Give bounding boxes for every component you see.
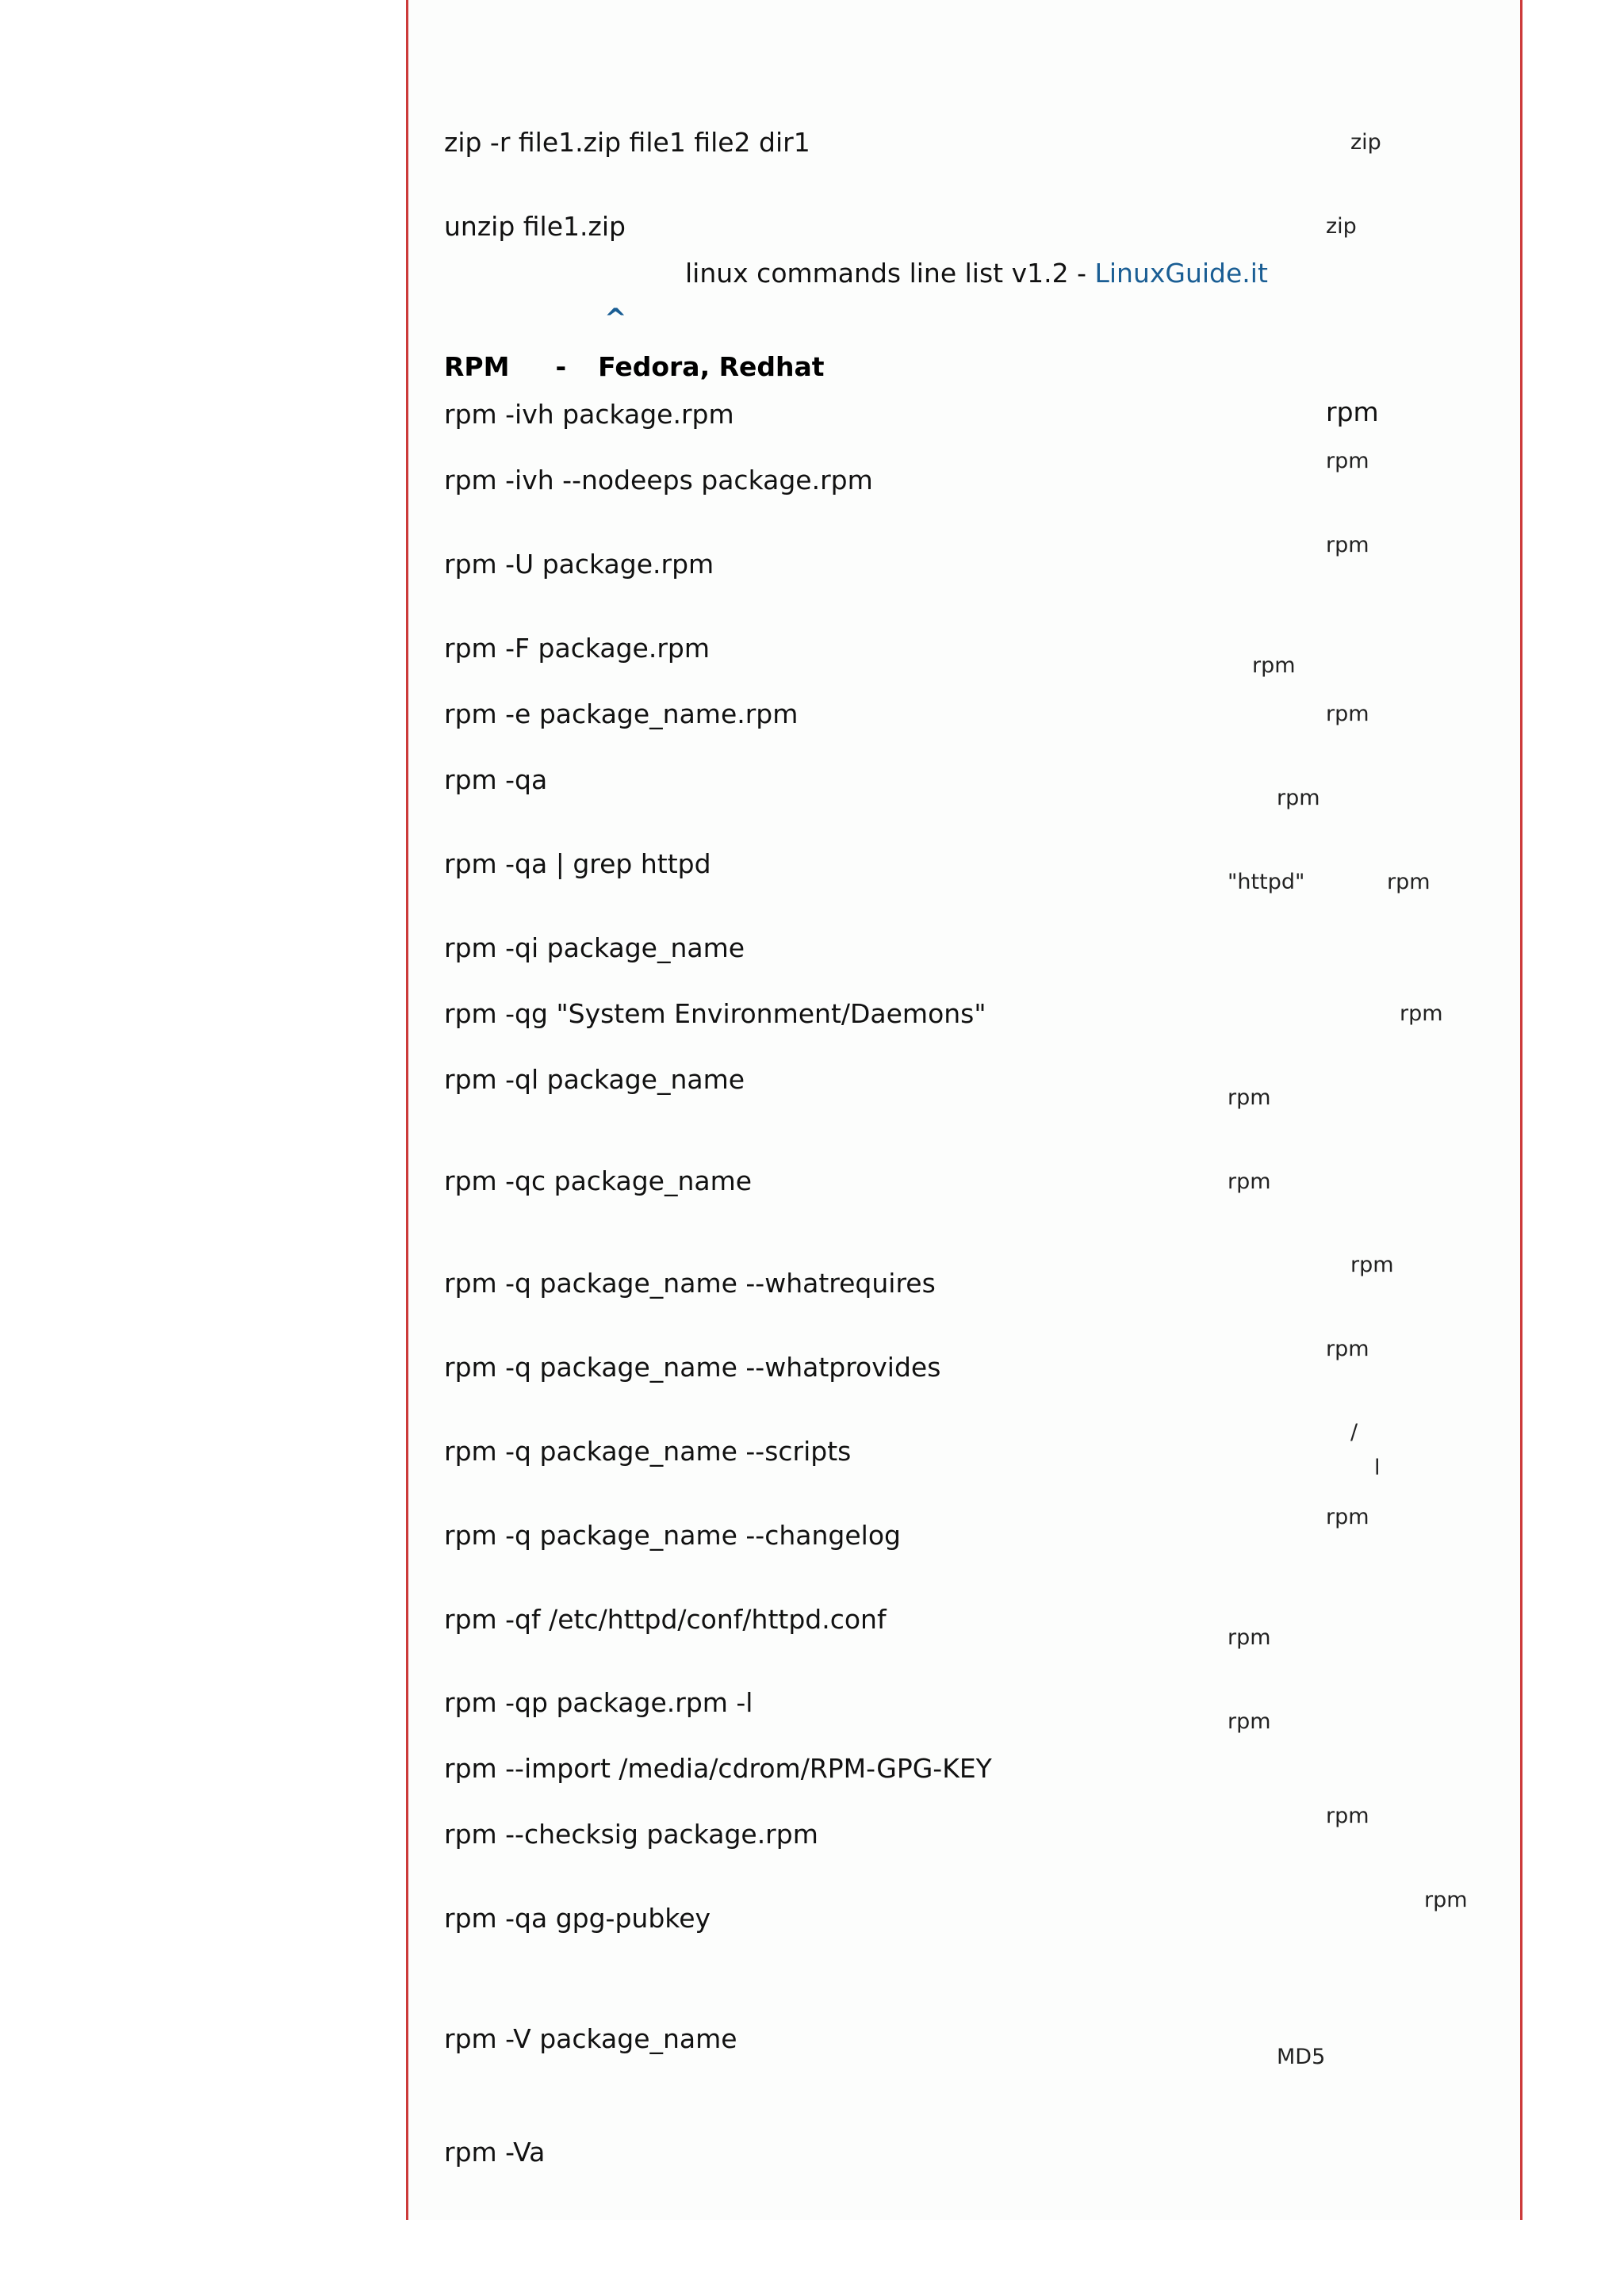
note-rpm-e: rpm [1326,702,1369,726]
command-rpm-qf: rpm -qf /etc/httpd/conf/httpd.conf [444,1604,887,1635]
back-to-top-link[interactable]: ^ [604,303,627,335]
command-rpm-qa: rpm -qa [444,764,548,795]
note-rpm-ql: rpm [1228,1085,1271,1110]
command-rpm-q-whatprovides: rpm -q package_name --whatprovides [444,1352,941,1383]
command-rpm-e: rpm -e package_name.rpm [444,698,799,729]
note-rpm-ivh-nodeeps: rpm [1326,449,1369,473]
command-rpm-V: rpm -V package_name [444,2023,737,2054]
command-rpm-U: rpm -U package.rpm [444,549,714,580]
note-rpm-qc: rpm [1228,1169,1271,1194]
note-rpm-q-whatprovides: rpm [1326,1337,1369,1361]
command-rpm-q-whatrequires: rpm -q package_name --whatrequires [444,1268,936,1299]
footer-link-linuxguide[interactable]: LinuxGuide.it [1094,258,1268,289]
command-rpm-q-changelog: rpm -q package_name --changelog [444,1520,901,1551]
note-rpm-checksig: rpm [1326,1804,1369,1828]
command-rpm-q-scripts: rpm -q package_name --scripts [444,1436,852,1467]
page-footer [685,258,1268,289]
command-unzip: unzip file1.zip [444,211,626,242]
heading-title: RPM [444,351,510,382]
command-rpm-qi: rpm -qi package_name [444,932,745,963]
command-rpm-ivh-nodeeps: rpm -ivh --nodeeps package.rpm [444,465,873,496]
note-rpm-U: rpm [1326,533,1369,557]
command-rpm-F: rpm -F package.rpm [444,633,710,664]
note-unzip: zip [1326,214,1357,239]
note-rpm-qa-gpg-pubkey: rpm [1424,1888,1468,1912]
section-heading-rpm [444,351,825,383]
command-rpm-qc: rpm -qc package_name [444,1165,753,1196]
note-rpm-qa-grep-rpm: rpm [1387,870,1431,894]
note-zip-r: zip [1350,130,1381,155]
command-rpm-qp: rpm -qp package.rpm -l [444,1687,753,1718]
note-rpm-F: rpm [1252,653,1296,678]
note-rpm-V: MD5 [1277,2045,1326,2069]
command-rpm-ql: rpm -ql package_name [444,1064,745,1095]
command-rpm-import: rpm --import /media/cdrom/RPM-GPG-KEY [444,1753,992,1784]
command-rpm-ivh: rpm -ivh package.rpm [444,399,734,430]
note-rpm-qf: rpm [1228,1625,1271,1650]
note-rpm-ivh: rpm [1326,396,1379,427]
note-rpm-qp: rpm [1228,1709,1271,1734]
heading-subtitle: Fedora, Redhat [598,351,825,382]
note-rpm-q-whatrequires: rpm [1350,1253,1394,1277]
note-rpm-q-changelog: rpm [1326,1505,1369,1529]
note-rpm-q-scripts-slash: / [1350,1420,1358,1445]
note-rpm-q-scripts-l: l [1374,1456,1381,1480]
command-rpm-checksig: rpm --checksig package.rpm [444,1819,818,1850]
document-page [406,0,1522,2220]
command-rpm-qa-grep: rpm -qa | grep httpd [444,848,711,879]
command-rpm-qg: rpm -qg "System Environment/Daemons" [444,998,986,1029]
note-rpm-qa-grep-httpd: "httpd" [1228,870,1305,894]
command-zip-r: zip -r file1.zip file1 file2 dir1 [444,127,810,158]
command-rpm-qa-gpg-pubkey: rpm -qa gpg-pubkey [444,1903,711,1934]
heading-separator: - [555,351,567,382]
command-rpm-Va: rpm -Va [444,2137,546,2168]
footer-text: linux commands line list v1.2 - [685,258,1095,289]
note-rpm-qa: rpm [1277,786,1320,810]
note-rpm-qg: rpm [1400,1001,1443,1026]
